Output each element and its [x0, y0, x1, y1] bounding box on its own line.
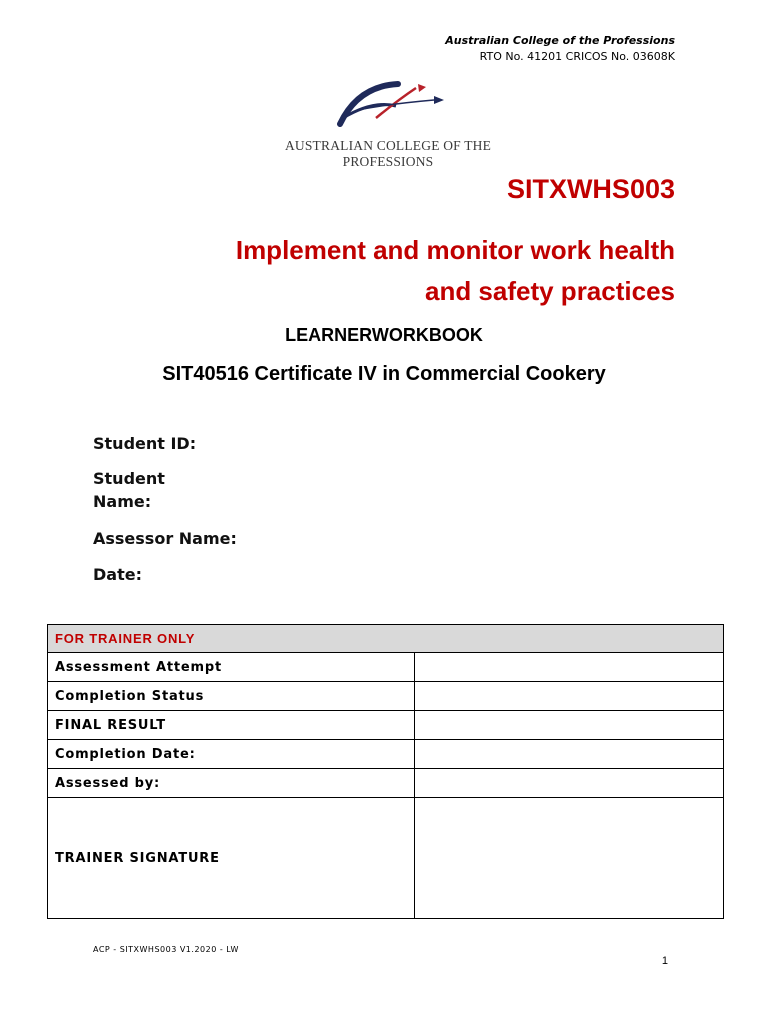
- unit-code: SITXWHS003: [506, 174, 675, 204]
- footer-doc-ref: ACP - SITXWHS003 V1.2020 - LW: [93, 945, 239, 954]
- header-org-name: Australian College of the Professions: [445, 34, 675, 47]
- assessed-by-value: [415, 769, 724, 798]
- final-result-label: FINAL RESULT: [48, 711, 415, 740]
- trainer-table-heading: FOR TRAINER ONLY: [48, 625, 724, 653]
- trainer-signature-value: [415, 798, 724, 919]
- completion-date-label: Completion Date:: [48, 740, 415, 769]
- final-result-value: [415, 711, 724, 740]
- completion-date-value: [415, 740, 724, 769]
- header-rto-line: RTO No. 41201 CRICOS No. 03608K: [479, 50, 675, 63]
- college-logo: [248, 80, 528, 169]
- table-row: [48, 798, 724, 919]
- workbook-subtitle: LEARNERWORKBOOK: [285, 325, 483, 345]
- table-row: [48, 740, 724, 769]
- logo-text: AUSTRALIAN COLLEGE OF THE PROFESSIONS: [284, 138, 492, 169]
- trainer-only-table: [47, 624, 724, 919]
- assessment-attempt-value: [415, 653, 724, 682]
- trainer-table-heading-row: [48, 625, 724, 653]
- trainer-signature-label: TRAINER SIGNATURE: [48, 798, 415, 919]
- completion-status-label: Completion Status: [48, 682, 415, 711]
- table-row: [48, 682, 724, 711]
- unit-title: [115, 230, 675, 312]
- logo-emblem-icon: [248, 80, 528, 138]
- table-row: [48, 653, 724, 682]
- certificate-title: SIT40516 Certificate IV in Commercial Cookery: [162, 363, 606, 385]
- completion-status-value: [415, 682, 724, 711]
- assessment-attempt-label: Assessment Attempt: [48, 653, 415, 682]
- student-id-label: Student ID:: [93, 434, 197, 453]
- assessed-by-label: Assessed by:: [48, 769, 415, 798]
- unit-title-line-2: and safety practices: [424, 276, 675, 306]
- table-row: [48, 769, 724, 798]
- page-number: 1: [661, 955, 668, 967]
- table-row: [48, 711, 724, 740]
- assessor-name-label: Assessor Name:: [93, 529, 237, 548]
- date-label: Date:: [93, 565, 142, 584]
- student-name-label: Student Name:: [93, 469, 165, 511]
- unit-title-line-1: Implement and monitor work health: [235, 235, 675, 265]
